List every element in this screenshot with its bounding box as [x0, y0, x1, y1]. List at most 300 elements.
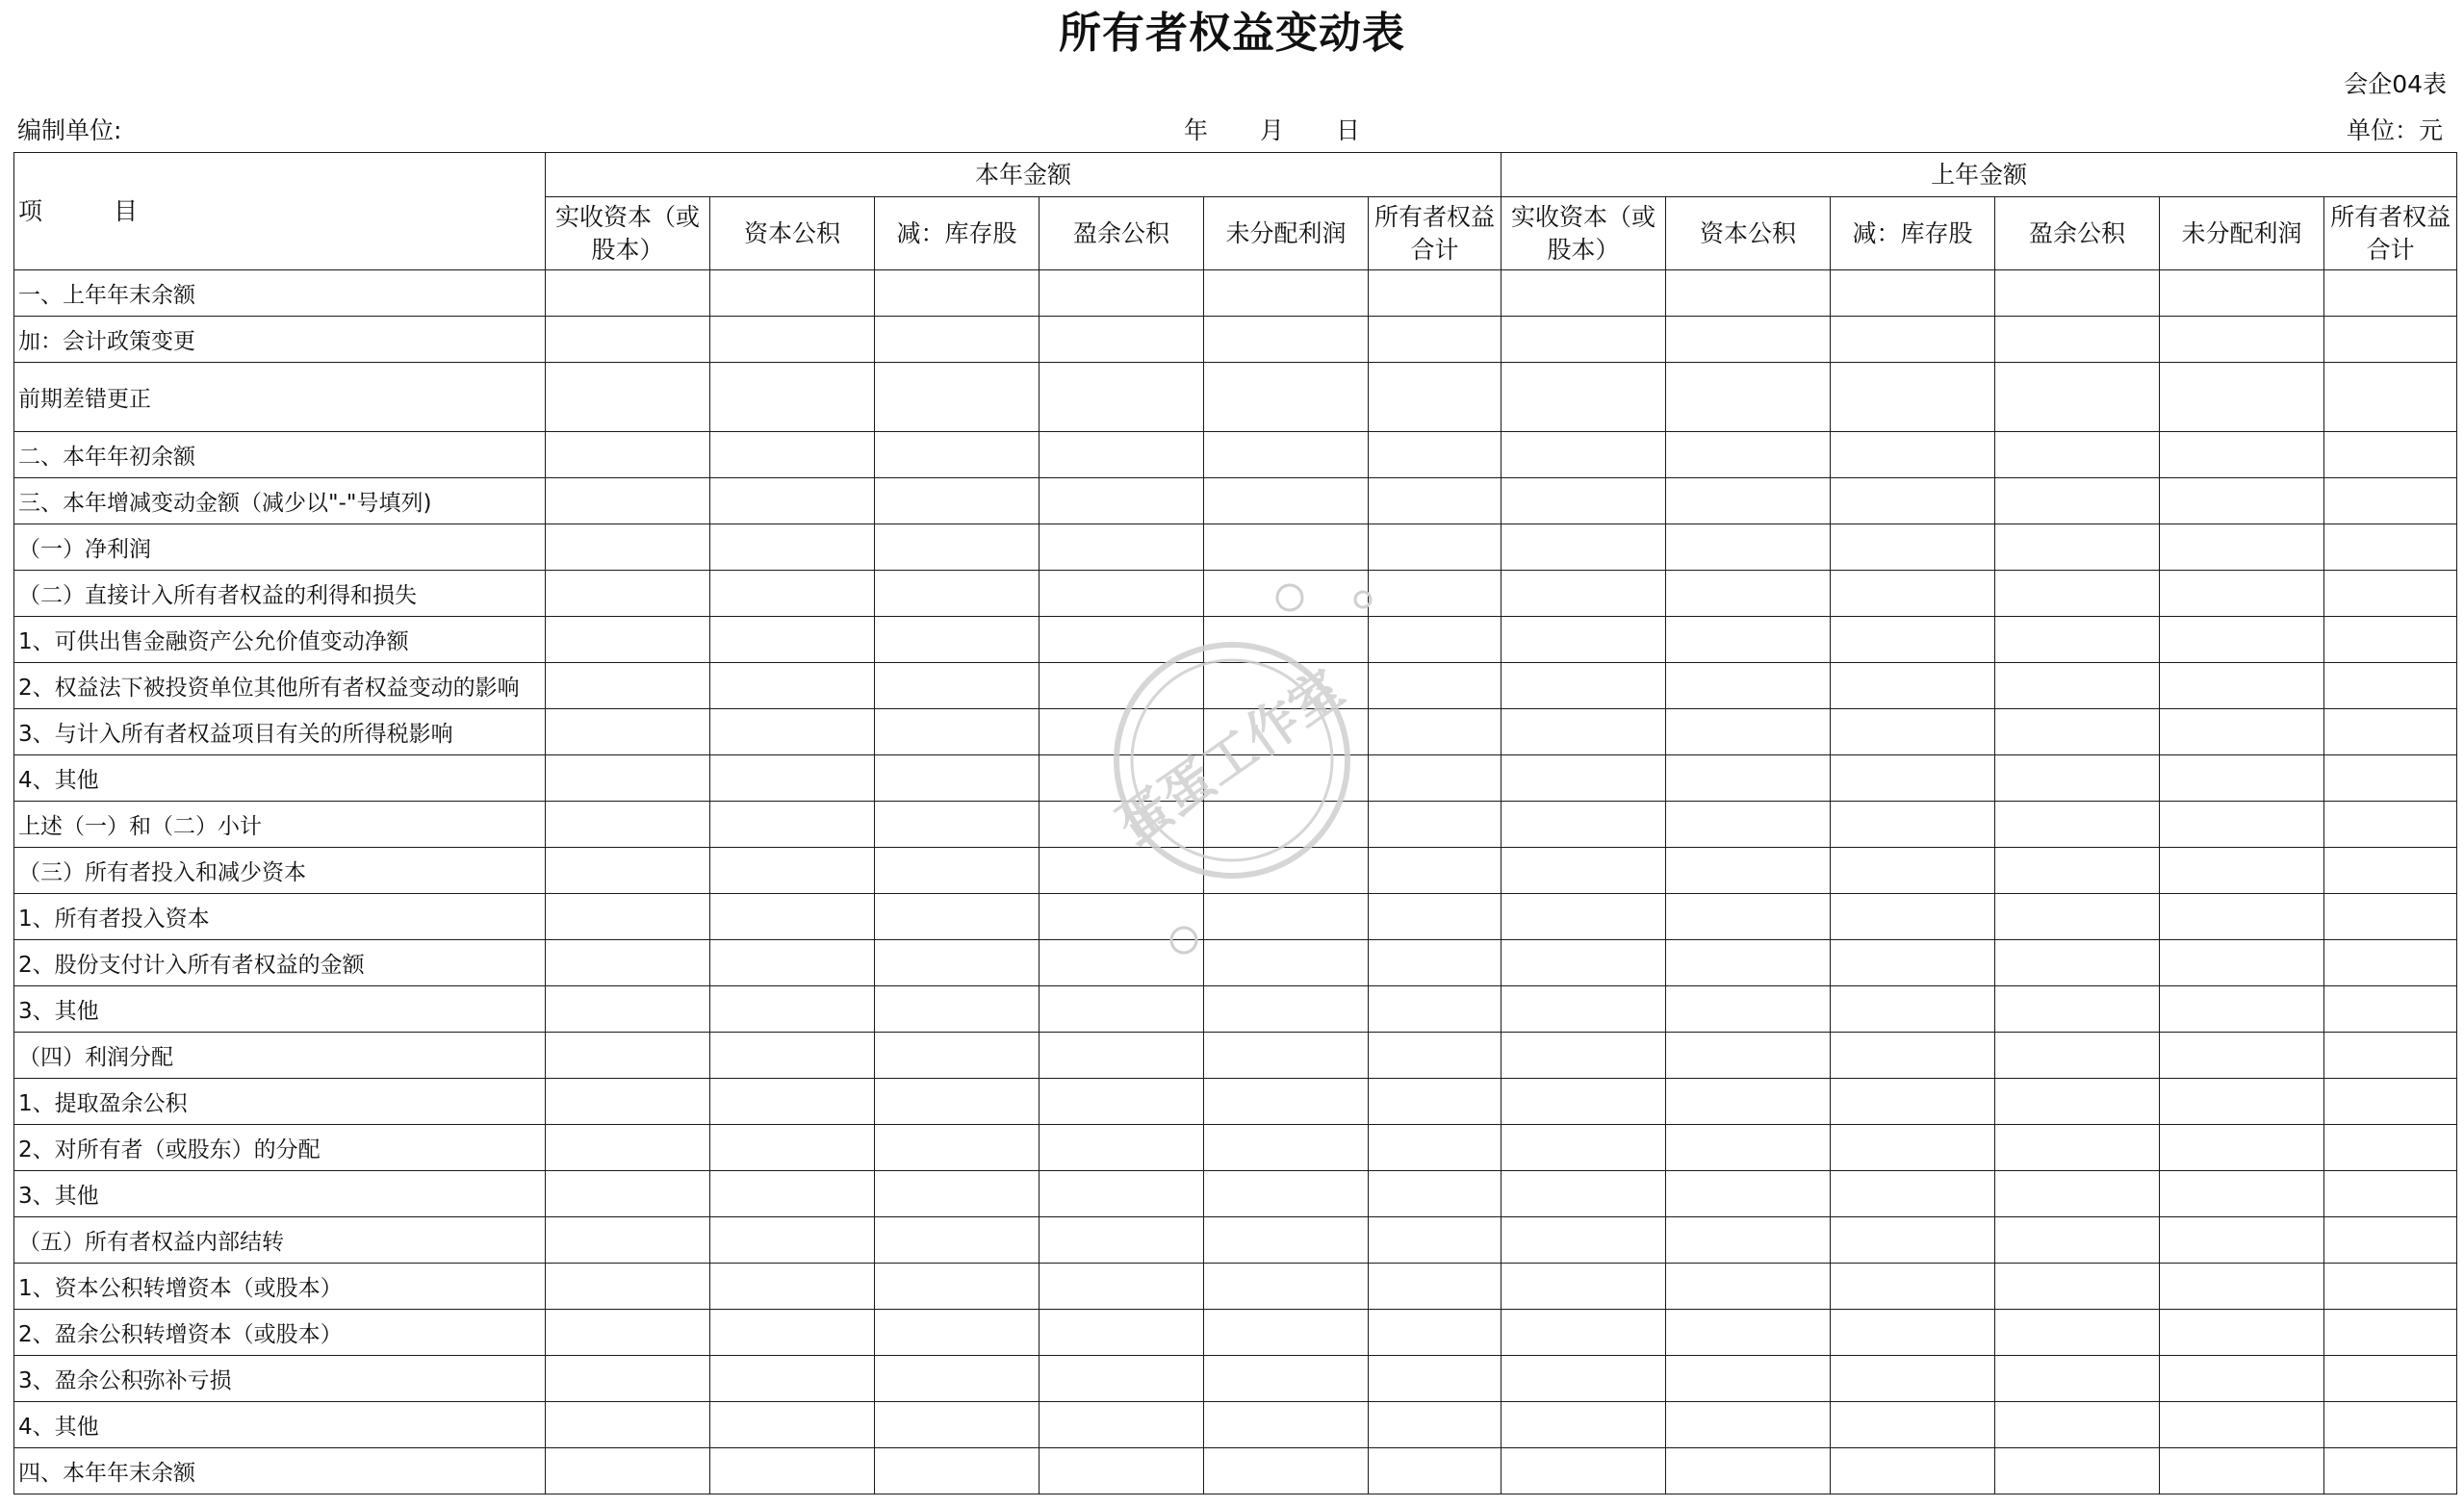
amount-cell[interactable] [1831, 1217, 1995, 1264]
amount-cell[interactable] [1995, 894, 2160, 940]
amount-cell[interactable] [1369, 478, 1502, 524]
amount-cell[interactable] [710, 1448, 875, 1494]
amount-cell[interactable] [1204, 802, 1369, 848]
amount-cell[interactable] [2324, 524, 2457, 571]
amount-cell[interactable] [2324, 617, 2457, 663]
amount-cell[interactable] [1369, 1033, 1502, 1079]
amount-cell[interactable] [1502, 270, 1666, 317]
amount-cell[interactable] [1666, 1171, 1831, 1217]
amount-cell[interactable] [1369, 986, 1502, 1033]
amount-cell[interactable] [1995, 1217, 2160, 1264]
amount-cell[interactable] [875, 894, 1040, 940]
amount-cell[interactable] [546, 1310, 710, 1356]
amount-cell[interactable] [546, 1356, 710, 1402]
amount-cell[interactable] [2160, 1033, 2324, 1079]
amount-cell[interactable] [710, 1125, 875, 1171]
amount-cell[interactable] [546, 1402, 710, 1448]
amount-cell[interactable] [1502, 755, 1666, 802]
amount-cell[interactable] [2160, 524, 2324, 571]
amount-cell[interactable] [1666, 270, 1831, 317]
amount-cell[interactable] [1369, 1448, 1502, 1494]
amount-cell[interactable] [546, 1264, 710, 1310]
amount-cell[interactable] [2324, 1217, 2457, 1264]
amount-cell[interactable] [2160, 1217, 2324, 1264]
amount-cell[interactable] [546, 571, 710, 617]
amount-cell[interactable] [1369, 940, 1502, 986]
amount-cell[interactable] [1831, 848, 1995, 894]
amount-cell[interactable] [1995, 1171, 2160, 1217]
amount-cell[interactable] [1666, 894, 1831, 940]
amount-cell[interactable] [1666, 1448, 1831, 1494]
amount-cell[interactable] [2160, 663, 2324, 709]
amount-cell[interactable] [2324, 940, 2457, 986]
amount-cell[interactable] [1040, 478, 1204, 524]
amount-cell[interactable] [546, 1079, 710, 1125]
amount-cell[interactable] [1502, 663, 1666, 709]
amount-cell[interactable] [875, 617, 1040, 663]
amount-cell[interactable] [1204, 894, 1369, 940]
amount-cell[interactable] [710, 432, 875, 478]
amount-cell[interactable] [1666, 1079, 1831, 1125]
amount-cell[interactable] [1831, 940, 1995, 986]
amount-cell[interactable] [2324, 270, 2457, 317]
amount-cell[interactable] [1666, 363, 1831, 432]
amount-cell[interactable] [2160, 317, 2324, 363]
amount-cell[interactable] [875, 1171, 1040, 1217]
amount-cell[interactable] [1995, 709, 2160, 755]
amount-cell[interactable] [2160, 1356, 2324, 1402]
amount-cell[interactable] [1666, 986, 1831, 1033]
amount-cell[interactable] [875, 1033, 1040, 1079]
amount-cell[interactable] [1666, 524, 1831, 571]
amount-cell[interactable] [546, 363, 710, 432]
amount-cell[interactable] [875, 940, 1040, 986]
amount-cell[interactable] [1502, 1033, 1666, 1079]
amount-cell[interactable] [1831, 317, 1995, 363]
amount-cell[interactable] [1369, 848, 1502, 894]
amount-cell[interactable] [1502, 1356, 1666, 1402]
amount-cell[interactable] [1204, 317, 1369, 363]
amount-cell[interactable] [1369, 663, 1502, 709]
amount-cell[interactable] [1995, 363, 2160, 432]
amount-cell[interactable] [1369, 1310, 1502, 1356]
amount-cell[interactable] [546, 432, 710, 478]
amount-cell[interactable] [1204, 1079, 1369, 1125]
amount-cell[interactable] [1995, 270, 2160, 317]
amount-cell[interactable] [1040, 709, 1204, 755]
amount-cell[interactable] [1369, 1264, 1502, 1310]
amount-cell[interactable] [710, 524, 875, 571]
amount-cell[interactable] [1831, 1125, 1995, 1171]
amount-cell[interactable] [2324, 1079, 2457, 1125]
amount-cell[interactable] [546, 617, 710, 663]
amount-cell[interactable] [2160, 1125, 2324, 1171]
amount-cell[interactable] [2324, 1448, 2457, 1494]
amount-cell[interactable] [1831, 1079, 1995, 1125]
amount-cell[interactable] [1995, 1033, 2160, 1079]
amount-cell[interactable] [875, 1402, 1040, 1448]
amount-cell[interactable] [1831, 986, 1995, 1033]
amount-cell[interactable] [1204, 524, 1369, 571]
amount-cell[interactable] [2324, 1310, 2457, 1356]
amount-cell[interactable] [1995, 1402, 2160, 1448]
amount-cell[interactable] [2160, 432, 2324, 478]
amount-cell[interactable] [1502, 1402, 1666, 1448]
amount-cell[interactable] [2324, 1402, 2457, 1448]
amount-cell[interactable] [1831, 1033, 1995, 1079]
amount-cell[interactable] [1666, 1310, 1831, 1356]
amount-cell[interactable] [1831, 755, 1995, 802]
amount-cell[interactable] [1502, 1448, 1666, 1494]
amount-cell[interactable] [1831, 432, 1995, 478]
amount-cell[interactable] [1995, 802, 2160, 848]
amount-cell[interactable] [1369, 1217, 1502, 1264]
amount-cell[interactable] [1666, 478, 1831, 524]
amount-cell[interactable] [2160, 617, 2324, 663]
amount-cell[interactable] [1369, 432, 1502, 478]
amount-cell[interactable] [1040, 940, 1204, 986]
amount-cell[interactable] [1369, 709, 1502, 755]
amount-cell[interactable] [1040, 802, 1204, 848]
amount-cell[interactable] [1040, 363, 1204, 432]
amount-cell[interactable] [1204, 270, 1369, 317]
amount-cell[interactable] [1204, 986, 1369, 1033]
amount-cell[interactable] [1204, 940, 1369, 986]
amount-cell[interactable] [1204, 363, 1369, 432]
amount-cell[interactable] [1040, 1171, 1204, 1217]
amount-cell[interactable] [875, 524, 1040, 571]
amount-cell[interactable] [2324, 1264, 2457, 1310]
amount-cell[interactable] [1995, 524, 2160, 571]
amount-cell[interactable] [1666, 432, 1831, 478]
amount-cell[interactable] [1369, 755, 1502, 802]
amount-cell[interactable] [710, 709, 875, 755]
amount-cell[interactable] [1204, 1033, 1369, 1079]
amount-cell[interactable] [546, 940, 710, 986]
amount-cell[interactable] [1831, 1356, 1995, 1402]
amount-cell[interactable] [546, 478, 710, 524]
amount-cell[interactable] [2160, 1264, 2324, 1310]
amount-cell[interactable] [710, 663, 875, 709]
amount-cell[interactable] [2324, 709, 2457, 755]
amount-cell[interactable] [1995, 663, 2160, 709]
amount-cell[interactable] [875, 571, 1040, 617]
amount-cell[interactable] [1995, 1264, 2160, 1310]
amount-cell[interactable] [1502, 940, 1666, 986]
amount-cell[interactable] [710, 802, 875, 848]
amount-cell[interactable] [1204, 432, 1369, 478]
amount-cell[interactable] [2160, 1448, 2324, 1494]
amount-cell[interactable] [2324, 478, 2457, 524]
amount-cell[interactable] [546, 663, 710, 709]
amount-cell[interactable] [710, 755, 875, 802]
amount-cell[interactable] [1666, 617, 1831, 663]
amount-cell[interactable] [710, 848, 875, 894]
amount-cell[interactable] [1040, 986, 1204, 1033]
amount-cell[interactable] [710, 571, 875, 617]
amount-cell[interactable] [1204, 478, 1369, 524]
amount-cell[interactable] [2160, 1171, 2324, 1217]
amount-cell[interactable] [1831, 1171, 1995, 1217]
amount-cell[interactable] [2324, 363, 2457, 432]
amount-cell[interactable] [1502, 571, 1666, 617]
amount-cell[interactable] [1204, 755, 1369, 802]
amount-cell[interactable] [710, 1402, 875, 1448]
amount-cell[interactable] [875, 363, 1040, 432]
amount-cell[interactable] [1040, 571, 1204, 617]
amount-cell[interactable] [1040, 617, 1204, 663]
amount-cell[interactable] [710, 363, 875, 432]
amount-cell[interactable] [710, 986, 875, 1033]
amount-cell[interactable] [1369, 802, 1502, 848]
amount-cell[interactable] [1040, 1264, 1204, 1310]
amount-cell[interactable] [1040, 894, 1204, 940]
amount-cell[interactable] [1204, 848, 1369, 894]
amount-cell[interactable] [1502, 1079, 1666, 1125]
amount-cell[interactable] [546, 317, 710, 363]
amount-cell[interactable] [1369, 1171, 1502, 1217]
amount-cell[interactable] [2324, 986, 2457, 1033]
amount-cell[interactable] [1502, 1217, 1666, 1264]
amount-cell[interactable] [875, 1217, 1040, 1264]
amount-cell[interactable] [1502, 524, 1666, 571]
amount-cell[interactable] [546, 1448, 710, 1494]
amount-cell[interactable] [546, 1033, 710, 1079]
amount-cell[interactable] [1666, 1033, 1831, 1079]
amount-cell[interactable] [1369, 1356, 1502, 1402]
amount-cell[interactable] [1666, 663, 1831, 709]
amount-cell[interactable] [2160, 894, 2324, 940]
amount-cell[interactable] [2324, 432, 2457, 478]
amount-cell[interactable] [2160, 709, 2324, 755]
amount-cell[interactable] [1502, 478, 1666, 524]
amount-cell[interactable] [1502, 432, 1666, 478]
amount-cell[interactable] [546, 1171, 710, 1217]
amount-cell[interactable] [710, 1079, 875, 1125]
amount-cell[interactable] [875, 317, 1040, 363]
amount-cell[interactable] [875, 986, 1040, 1033]
amount-cell[interactable] [875, 478, 1040, 524]
amount-cell[interactable] [2160, 270, 2324, 317]
amount-cell[interactable] [1831, 1310, 1995, 1356]
amount-cell[interactable] [1369, 894, 1502, 940]
amount-cell[interactable] [546, 1125, 710, 1171]
amount-cell[interactable] [1369, 317, 1502, 363]
amount-cell[interactable] [710, 1171, 875, 1217]
amount-cell[interactable] [2160, 1402, 2324, 1448]
amount-cell[interactable] [2324, 802, 2457, 848]
amount-cell[interactable] [2160, 802, 2324, 848]
amount-cell[interactable] [1204, 1402, 1369, 1448]
amount-cell[interactable] [546, 894, 710, 940]
amount-cell[interactable] [1831, 709, 1995, 755]
amount-cell[interactable] [1369, 617, 1502, 663]
amount-cell[interactable] [1995, 571, 2160, 617]
amount-cell[interactable] [875, 755, 1040, 802]
amount-cell[interactable] [710, 1033, 875, 1079]
amount-cell[interactable] [875, 709, 1040, 755]
amount-cell[interactable] [1666, 802, 1831, 848]
amount-cell[interactable] [1666, 940, 1831, 986]
amount-cell[interactable] [875, 1079, 1040, 1125]
amount-cell[interactable] [1040, 1356, 1204, 1402]
amount-cell[interactable] [2160, 363, 2324, 432]
amount-cell[interactable] [1040, 1402, 1204, 1448]
amount-cell[interactable] [710, 317, 875, 363]
amount-cell[interactable] [1369, 270, 1502, 317]
amount-cell[interactable] [1995, 317, 2160, 363]
amount-cell[interactable] [875, 1356, 1040, 1402]
amount-cell[interactable] [1040, 1448, 1204, 1494]
amount-cell[interactable] [2324, 317, 2457, 363]
amount-cell[interactable] [2324, 755, 2457, 802]
amount-cell[interactable] [710, 617, 875, 663]
amount-cell[interactable] [1040, 432, 1204, 478]
amount-cell[interactable] [1666, 1125, 1831, 1171]
amount-cell[interactable] [546, 848, 710, 894]
amount-cell[interactable] [1995, 755, 2160, 802]
amount-cell[interactable] [1204, 1264, 1369, 1310]
amount-cell[interactable] [2160, 478, 2324, 524]
amount-cell[interactable] [875, 1125, 1040, 1171]
amount-cell[interactable] [1040, 1125, 1204, 1171]
amount-cell[interactable] [1204, 709, 1369, 755]
amount-cell[interactable] [875, 432, 1040, 478]
amount-cell[interactable] [2324, 894, 2457, 940]
amount-cell[interactable] [710, 270, 875, 317]
amount-cell[interactable] [1369, 1125, 1502, 1171]
amount-cell[interactable] [1502, 317, 1666, 363]
amount-cell[interactable] [1666, 848, 1831, 894]
amount-cell[interactable] [1995, 1448, 2160, 1494]
amount-cell[interactable] [1502, 802, 1666, 848]
amount-cell[interactable] [1995, 940, 2160, 986]
amount-cell[interactable] [1369, 1402, 1502, 1448]
amount-cell[interactable] [2160, 940, 2324, 986]
amount-cell[interactable] [2324, 571, 2457, 617]
amount-cell[interactable] [546, 986, 710, 1033]
amount-cell[interactable] [1666, 571, 1831, 617]
amount-cell[interactable] [1831, 1264, 1995, 1310]
amount-cell[interactable] [1831, 478, 1995, 524]
amount-cell[interactable] [875, 1310, 1040, 1356]
amount-cell[interactable] [2324, 663, 2457, 709]
amount-cell[interactable] [1831, 802, 1995, 848]
amount-cell[interactable] [1502, 709, 1666, 755]
amount-cell[interactable] [1204, 1448, 1369, 1494]
amount-cell[interactable] [710, 1310, 875, 1356]
amount-cell[interactable] [2160, 848, 2324, 894]
amount-cell[interactable] [1204, 1171, 1369, 1217]
amount-cell[interactable] [1204, 571, 1369, 617]
amount-cell[interactable] [1995, 1079, 2160, 1125]
amount-cell[interactable] [2324, 1125, 2457, 1171]
amount-cell[interactable] [1502, 1310, 1666, 1356]
amount-cell[interactable] [1204, 617, 1369, 663]
amount-cell[interactable] [1995, 478, 2160, 524]
amount-cell[interactable] [875, 1264, 1040, 1310]
amount-cell[interactable] [2324, 1033, 2457, 1079]
amount-cell[interactable] [1995, 1356, 2160, 1402]
amount-cell[interactable] [2324, 848, 2457, 894]
amount-cell[interactable] [710, 940, 875, 986]
amount-cell[interactable] [1666, 1217, 1831, 1264]
amount-cell[interactable] [1995, 986, 2160, 1033]
amount-cell[interactable] [1995, 432, 2160, 478]
amount-cell[interactable] [1666, 1264, 1831, 1310]
amount-cell[interactable] [1995, 617, 2160, 663]
amount-cell[interactable] [2324, 1171, 2457, 1217]
amount-cell[interactable] [1040, 270, 1204, 317]
amount-cell[interactable] [1502, 617, 1666, 663]
amount-cell[interactable] [2160, 755, 2324, 802]
amount-cell[interactable] [546, 1217, 710, 1264]
amount-cell[interactable] [875, 270, 1040, 317]
amount-cell[interactable] [2324, 1356, 2457, 1402]
amount-cell[interactable] [875, 802, 1040, 848]
amount-cell[interactable] [1666, 1402, 1831, 1448]
amount-cell[interactable] [1502, 848, 1666, 894]
amount-cell[interactable] [1666, 317, 1831, 363]
amount-cell[interactable] [1040, 524, 1204, 571]
amount-cell[interactable] [710, 1217, 875, 1264]
amount-cell[interactable] [1502, 363, 1666, 432]
amount-cell[interactable] [1831, 617, 1995, 663]
amount-cell[interactable] [1204, 1310, 1369, 1356]
amount-cell[interactable] [1831, 1402, 1995, 1448]
amount-cell[interactable] [1369, 363, 1502, 432]
amount-cell[interactable] [710, 1264, 875, 1310]
amount-cell[interactable] [1040, 1217, 1204, 1264]
amount-cell[interactable] [1995, 1310, 2160, 1356]
amount-cell[interactable] [546, 802, 710, 848]
amount-cell[interactable] [2160, 1079, 2324, 1125]
amount-cell[interactable] [1204, 1356, 1369, 1402]
amount-cell[interactable] [1502, 1264, 1666, 1310]
amount-cell[interactable] [875, 848, 1040, 894]
amount-cell[interactable] [1831, 524, 1995, 571]
amount-cell[interactable] [1502, 894, 1666, 940]
amount-cell[interactable] [710, 478, 875, 524]
amount-cell[interactable] [546, 270, 710, 317]
amount-cell[interactable] [1666, 755, 1831, 802]
amount-cell[interactable] [1204, 1217, 1369, 1264]
amount-cell[interactable] [2160, 986, 2324, 1033]
amount-cell[interactable] [2160, 571, 2324, 617]
amount-cell[interactable] [1831, 363, 1995, 432]
amount-cell[interactable] [1040, 1033, 1204, 1079]
amount-cell[interactable] [710, 894, 875, 940]
amount-cell[interactable] [1995, 1125, 2160, 1171]
amount-cell[interactable] [875, 663, 1040, 709]
amount-cell[interactable] [1995, 848, 2160, 894]
amount-cell[interactable] [1666, 1356, 1831, 1402]
amount-cell[interactable] [1040, 317, 1204, 363]
amount-cell[interactable] [1369, 524, 1502, 571]
amount-cell[interactable] [1502, 986, 1666, 1033]
amount-cell[interactable] [1369, 571, 1502, 617]
amount-cell[interactable] [546, 755, 710, 802]
amount-cell[interactable] [875, 1448, 1040, 1494]
amount-cell[interactable] [1502, 1171, 1666, 1217]
amount-cell[interactable] [1040, 1310, 1204, 1356]
amount-cell[interactable] [1831, 663, 1995, 709]
amount-cell[interactable] [1204, 1125, 1369, 1171]
amount-cell[interactable] [1831, 270, 1995, 317]
amount-cell[interactable] [1666, 709, 1831, 755]
amount-cell[interactable] [1369, 1079, 1502, 1125]
amount-cell[interactable] [1831, 1448, 1995, 1494]
